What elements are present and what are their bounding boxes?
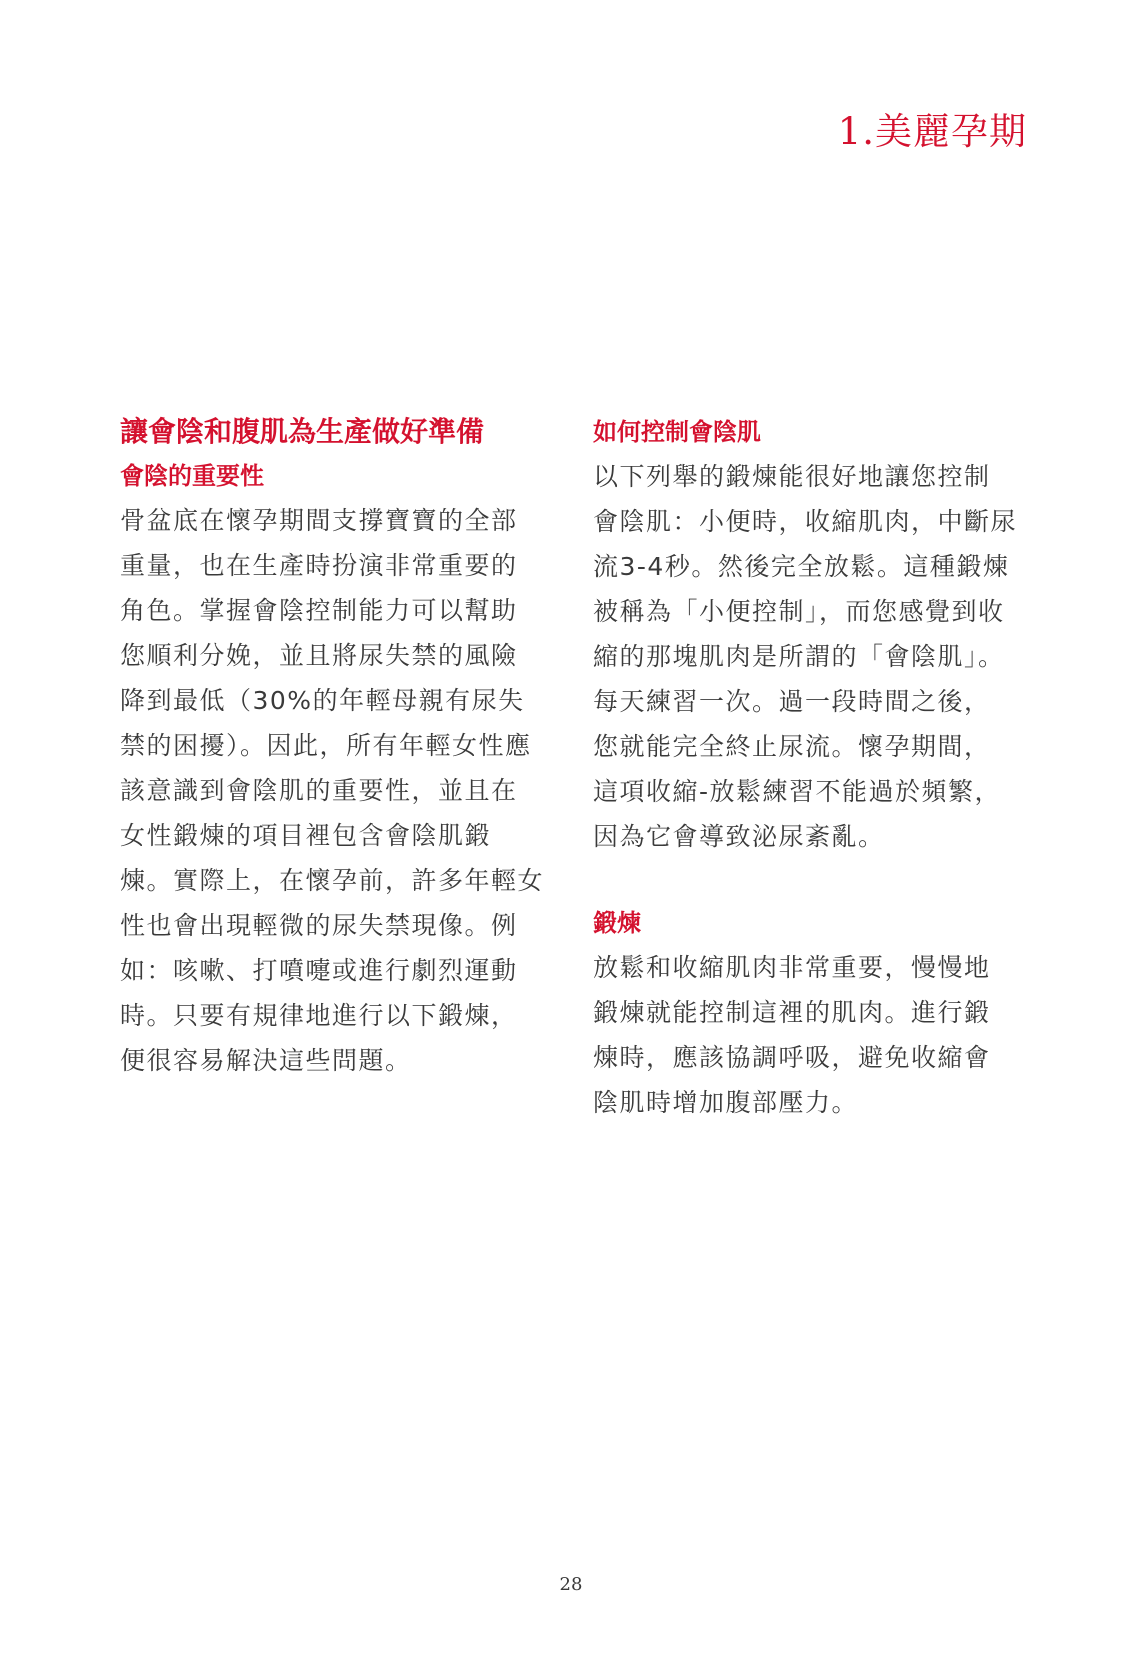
text-line: 鍛煉就能控制這裡的肌肉。進行鍛 [593,998,991,1027]
text-line: 重量，也在生產時扮演非常重要的 [120,551,518,580]
text-line: 便很容易解決這些問題。 [120,1046,412,1075]
text-line: 骨盆底在懷孕期間支撐寶寶的全部 [120,506,518,535]
chapter-title: 1.美麗孕期 [837,110,1027,153]
text-line: 您就能完全終止尿流。懷孕期間， [593,732,991,761]
text-line: 流3-4秒。然後完全放鬆。這種鍛煉 [593,552,1010,581]
text-line: 禁的困擾）。因此，所有年輕女性應 [120,731,532,760]
text-line: 煉。實際上，在懷孕前，許多年輕女 [120,866,545,895]
section-heading-perineum-prep: 讓會陰和腹肌為生產做好準備 [120,415,485,448]
text-line: 每天練習一次。過一段時間之後， [593,687,991,716]
subheading-perineum-importance: 會陰的重要性 [120,462,264,490]
text-line: 放鬆和收縮肌肉非常重要，慢慢地 [593,953,991,982]
text-line: 這項收縮-放鬆練習不能過於頻繁， [593,777,1002,806]
text-line: 角色。掌握會陰控制能力可以幫助 [120,596,518,625]
text-line: 陰肌時增加腹部壓力。 [593,1088,859,1117]
section-spacer [593,859,1033,901]
text-line: 時。只要有規律地進行以下鍛煉， [120,1001,518,1030]
text-line: 您順利分娩，並且將尿失禁的風險 [120,641,518,670]
paragraph-perineum-importance [120,498,560,1083]
text-line: 降到最低（30%的年輕母親有尿失 [120,686,525,715]
paragraph-control-perineum [593,454,1033,859]
text-line: 因為它會導致泌尿紊亂。 [593,822,885,851]
paragraph-exercise [593,945,1033,1125]
text-line: 該意識到會陰肌的重要性，並且在 [120,776,518,805]
left-column [120,410,560,1083]
right-column [593,410,1033,1125]
text-line: 性也會出現輕微的尿失禁現像。例 [120,911,518,940]
page-number: 28 [559,1574,583,1595]
text-line: 會陰肌：小便時，收縮肌肉，中斷尿 [593,507,1018,536]
text-line: 被稱為「小便控制」，而您感覺到收 [593,597,1005,626]
text-line: 煉時，應該協調呼吸，避免收縮會 [593,1043,991,1072]
text-line: 女性鍛煉的項目裡包含會陰肌鍛 [120,821,492,850]
subheading-exercise: 鍛煉 [593,909,641,937]
text-line: 縮的那塊肌肉是所謂的「會陰肌」。 [593,642,1005,671]
text-line: 以下列舉的鍛煉能很好地讓您控制 [593,462,991,491]
text-line: 如：咳嗽、打噴嚏或進行劇烈運動 [120,956,518,985]
subheading-control-perineum: 如何控制會陰肌 [593,418,761,446]
